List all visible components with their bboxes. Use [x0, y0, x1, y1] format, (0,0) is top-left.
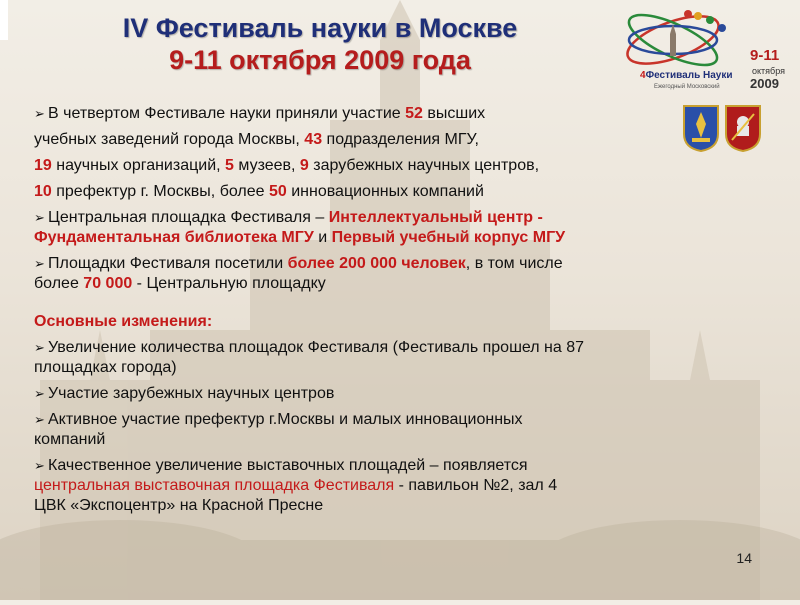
page-number: 14 — [736, 550, 752, 566]
arrow-bullet-icon: ➢ — [34, 106, 45, 121]
logo-year: 2009 — [750, 76, 779, 91]
title-line-1: IV Фестиваль науки в Москве — [122, 13, 518, 43]
logo-number: 4 — [640, 70, 646, 81]
logo-name-text: Фестиваль Науки — [645, 70, 733, 81]
change-prefectures: ➢ Активное участие префектур г.Москвы и малых инновационных — [34, 411, 523, 428]
bullet-central-venue: ➢ Центральная площадка Фестиваля – Интеллектуальный центр - — [34, 209, 543, 226]
title-line-2: 9-11 октября 2009 года — [169, 45, 471, 75]
slide-title — [60, 12, 580, 76]
logo-dates: 9-11 — [750, 47, 780, 64]
arrow-bullet-icon: ➢ — [34, 340, 45, 355]
bullet-visitors: ➢ Площадки Фестиваля посетили более 200 000 человек, в том числе — [34, 255, 563, 272]
arrow-bullet-icon: ➢ — [34, 386, 45, 401]
arrow-bullet-icon: ➢ — [34, 210, 45, 225]
change-venues: ➢ Увеличение количества площадок Фестиваля (Фестиваль прошел на 87 — [34, 339, 585, 356]
atom-logo-icon — [618, 6, 748, 76]
corner-mark — [0, 0, 8, 40]
arrow-bullet-icon: ➢ — [34, 458, 45, 473]
change-exhibition-space: ➢ Качественное увеличение выставочных площадей – появляется — [34, 457, 528, 474]
bullet-participants: ➢ В четвертом Фестивале науки приняли участие 52 высших — [34, 105, 486, 122]
slide-body: ➢ В четвертом Фестивале науки приняли участие 52 высших учебных заведений города Москвы, 43 подразделения МГУ, 19 научных организаций, 5 музеев, 9 зарубежных научных центров, 10 префектур г. Москвы, более 50 инновационных компаний ➢ Центральная площадка Фестиваля – Интеллектуальный центр - Фундаментальная библиотека МГУ и Первый учебный корпус МГУ ➢ Площадки Фестиваля посетили более 200 000 человек, в том числе более 70 000 - Центральную площадку Основные изменения: ➢ Увеличение количества площадок Фестиваля (Фестиваль прошел на 87 площадках города) ➢ Участие зарубежных научных центров ➢ Активное участие префектур г.Москвы и малых инновационных компаний ➢ Качественное увеличение выставочных площадей – появляется центральная выставочная площадка Фестиваля - павильон №2, зал 4 ЦВК «Экспоцентр» на Красной Пресне — [34, 104, 734, 516]
arrow-bullet-icon: ➢ — [34, 412, 45, 427]
section-title: Основные изменения: — [34, 313, 213, 330]
arrow-bullet-icon: ➢ — [34, 256, 45, 271]
logo-month: октября — [752, 66, 785, 76]
logo-name — [640, 70, 733, 81]
logo-subtitle: Ежегодный Московский — [654, 84, 720, 90]
festival-logo — [618, 6, 793, 98]
change-foreign-centers: ➢ Участие зарубежных научных центров — [34, 385, 335, 402]
